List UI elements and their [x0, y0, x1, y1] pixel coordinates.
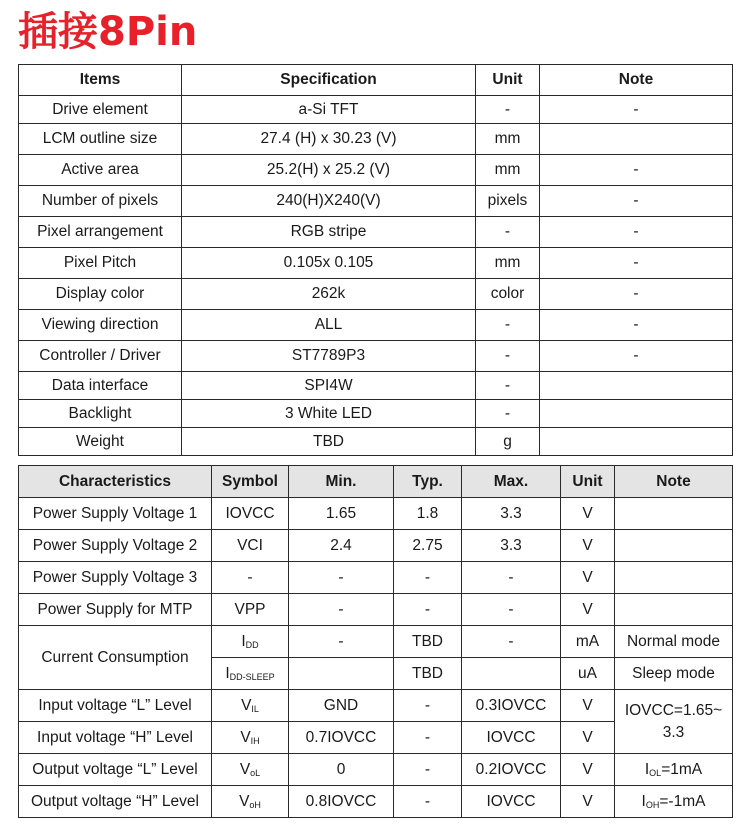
note-cell-main: I [641, 792, 646, 810]
max-cell: IOVCC [462, 786, 561, 818]
header-items: Items [19, 65, 182, 96]
item-cell: Display color [19, 279, 182, 310]
typ-cell: - [394, 786, 462, 818]
header-symbol: Symbol [212, 466, 289, 498]
note-cell [540, 428, 733, 456]
item-cell: LCM outline size [19, 124, 182, 155]
symbol-cell [212, 658, 289, 690]
header-typ: Typ. [394, 466, 462, 498]
note-cell-rest: =1mA [661, 760, 703, 778]
typ-cell: - [394, 690, 462, 722]
table-row [19, 530, 733, 562]
note-cell [540, 400, 733, 428]
table-row [19, 690, 733, 722]
table-row [19, 498, 733, 530]
symbol-cell-main: V [240, 728, 251, 746]
unit-cell: V [561, 690, 615, 722]
note-cell: Normal mode [615, 626, 733, 658]
table-row [19, 186, 733, 217]
max-cell: 0.3IOVCC [462, 690, 561, 722]
item-cell: Pixel Pitch [19, 248, 182, 279]
table-row [19, 754, 733, 786]
unit-cell: - [476, 372, 540, 400]
table-row [19, 341, 733, 372]
spec-cell: 262k [182, 279, 476, 310]
note-cell-main: I [644, 760, 650, 778]
spec-cell: 25.2(H) x 25.2 (V) [182, 155, 476, 186]
symbol-cell-main: I [241, 632, 246, 650]
characteristic-cell: Output voltage “L” Level [19, 754, 212, 786]
typ-cell: - [394, 754, 462, 786]
min-cell: GND [289, 690, 394, 722]
table-row [19, 562, 733, 594]
symbol-cell [212, 690, 289, 722]
table-row [19, 372, 733, 400]
max-cell: - [462, 626, 561, 658]
unit-cell: V [561, 754, 615, 786]
item-cell: Backlight [19, 400, 182, 428]
symbol-cell-main: V [239, 792, 250, 810]
page-title: 插接8Pin [18, 9, 198, 55]
characteristics-table [18, 465, 733, 818]
note-cell-subscript: OL [649, 767, 662, 778]
min-cell: 0 [289, 754, 394, 786]
characteristic-cell: Power Supply Voltage 3 [19, 562, 212, 594]
unit-cell: V [561, 562, 615, 594]
max-cell: IOVCC [462, 722, 561, 754]
table-row [19, 217, 733, 248]
item-cell: Drive element [19, 96, 182, 124]
note-cell: - [540, 279, 733, 310]
note-cell-subscript: OH [645, 799, 660, 810]
typ-cell: - [394, 594, 462, 626]
spec-cell: TBD [182, 428, 476, 456]
symbol-cell: IOVCC [212, 498, 289, 530]
header-characteristics: Characteristics [19, 466, 212, 498]
typ-cell: - [394, 722, 462, 754]
unit-cell: pixels [476, 186, 540, 217]
item-cell: Controller / Driver [19, 341, 182, 372]
min-cell: 0.8IOVCC [289, 786, 394, 818]
table-row [19, 96, 733, 124]
item-cell: Data interface [19, 372, 182, 400]
note-cell: - [540, 186, 733, 217]
min-cell: - [289, 626, 394, 658]
note-cell: - [540, 248, 733, 279]
max-cell: 0.2IOVCC [462, 754, 561, 786]
symbol-cell [212, 754, 289, 786]
symbol-cell-main: V [239, 760, 251, 778]
note-cell: Sleep mode [615, 658, 733, 690]
note-cell-rest: =-1mA [659, 792, 706, 810]
typ-cell: TBD [394, 658, 462, 690]
unit-cell: V [561, 594, 615, 626]
spec-cell: ALL [182, 310, 476, 341]
note-cell: - [540, 217, 733, 248]
table-row [19, 400, 733, 428]
spec-header-row [19, 65, 733, 96]
header-min: Min. [289, 466, 394, 498]
item-cell: Viewing direction [19, 310, 182, 341]
unit-cell: V [561, 786, 615, 818]
unit-cell: mm [476, 124, 540, 155]
unit-cell: - [476, 400, 540, 428]
typ-cell: 2.75 [394, 530, 462, 562]
max-cell: 3.3 [462, 498, 561, 530]
table-row [19, 155, 733, 186]
spec-cell: 3 White LED [182, 400, 476, 428]
min-cell: 1.65 [289, 498, 394, 530]
symbol-cell-subscript: oH [249, 799, 261, 810]
min-cell: - [289, 594, 394, 626]
characteristic-cell: Input voltage “H” Level [19, 722, 212, 754]
unit-cell: V [561, 722, 615, 754]
symbol-cell-main: I [225, 664, 230, 682]
symbol-cell-subscript: DD [245, 639, 259, 650]
symbol-cell [212, 722, 289, 754]
unit-cell: mA [561, 626, 615, 658]
typ-cell: TBD [394, 626, 462, 658]
header-max: Max. [462, 466, 561, 498]
header-unit: Unit [476, 65, 540, 96]
characteristic-cell: Input voltage “L” Level [19, 690, 212, 722]
symbol-cell-subscript: IL [251, 703, 259, 714]
characteristic-cell: Power Supply for MTP [19, 594, 212, 626]
unit-cell: mm [476, 248, 540, 279]
table-row [19, 248, 733, 279]
unit-cell: uA [561, 658, 615, 690]
spec-cell: 27.4 (H) x 30.23 (V) [182, 124, 476, 155]
max-cell [462, 658, 561, 690]
header-note: Note [540, 65, 733, 96]
typ-cell: - [394, 562, 462, 594]
symbol-cell [212, 786, 289, 818]
header-unit: Unit [561, 466, 615, 498]
unit-cell: - [476, 96, 540, 124]
table-row [19, 786, 733, 818]
characteristic-cell: Output voltage “H” Level [19, 786, 212, 818]
symbol-cell-main: V [241, 696, 252, 714]
spec-cell: a-Si TFT [182, 96, 476, 124]
note-cell [540, 372, 733, 400]
symbol-cell-subscript: DD-SLEEP [229, 671, 275, 682]
unit-cell: - [476, 341, 540, 372]
symbol-cell: VCI [212, 530, 289, 562]
spec-cell: RGB stripe [182, 217, 476, 248]
unit-cell: - [476, 217, 540, 248]
unit-cell: g [476, 428, 540, 456]
unit-cell: V [561, 498, 615, 530]
unit-cell: V [561, 530, 615, 562]
symbol-cell-subscript: IH [250, 735, 260, 746]
unit-cell: mm [476, 155, 540, 186]
char-header-row [19, 466, 733, 498]
note-cell [615, 754, 733, 786]
table-row [19, 594, 733, 626]
specification-table [18, 64, 733, 456]
min-cell: 2.4 [289, 530, 394, 562]
symbol-cell: VPP [212, 594, 289, 626]
note-cell [615, 562, 733, 594]
note-cell: - [540, 341, 733, 372]
item-cell: Weight [19, 428, 182, 456]
item-cell: Number of pixels [19, 186, 182, 217]
table-row [19, 626, 733, 658]
header-specification: Specification [182, 65, 476, 96]
table-row [19, 428, 733, 456]
min-cell: - [289, 562, 394, 594]
typ-cell: 1.8 [394, 498, 462, 530]
note-cell [615, 530, 733, 562]
max-cell: - [462, 562, 561, 594]
characteristic-cell: Current Consumption [19, 626, 212, 690]
header-note: Note [615, 466, 733, 498]
item-cell: Pixel arrangement [19, 217, 182, 248]
max-cell: 3.3 [462, 530, 561, 562]
max-cell: - [462, 594, 561, 626]
min-cell: 0.7IOVCC [289, 722, 394, 754]
spec-cell: SPI4W [182, 372, 476, 400]
symbol-cell [212, 626, 289, 658]
table-row [19, 124, 733, 155]
table-row [19, 279, 733, 310]
note-cell [615, 498, 733, 530]
spec-cell: 0.105x 0.105 [182, 248, 476, 279]
spec-cell: ST7789P3 [182, 341, 476, 372]
symbol-cell: - [212, 562, 289, 594]
characteristic-cell: Power Supply Voltage 2 [19, 530, 212, 562]
table-row [19, 310, 733, 341]
spec-cell: 240(H)X240(V) [182, 186, 476, 217]
note-cell [615, 594, 733, 626]
unit-cell: color [476, 279, 540, 310]
note-cell [615, 786, 733, 818]
note-cell: - [540, 155, 733, 186]
note-cell: IOVCC=1.65~ 3.3 [615, 690, 733, 754]
min-cell [289, 658, 394, 690]
item-cell: Active area [19, 155, 182, 186]
unit-cell: - [476, 310, 540, 341]
note-cell: - [540, 310, 733, 341]
note-cell: - [540, 96, 733, 124]
characteristic-cell: Power Supply Voltage 1 [19, 498, 212, 530]
note-cell [540, 124, 733, 155]
symbol-cell-subscript: oL [250, 767, 261, 778]
